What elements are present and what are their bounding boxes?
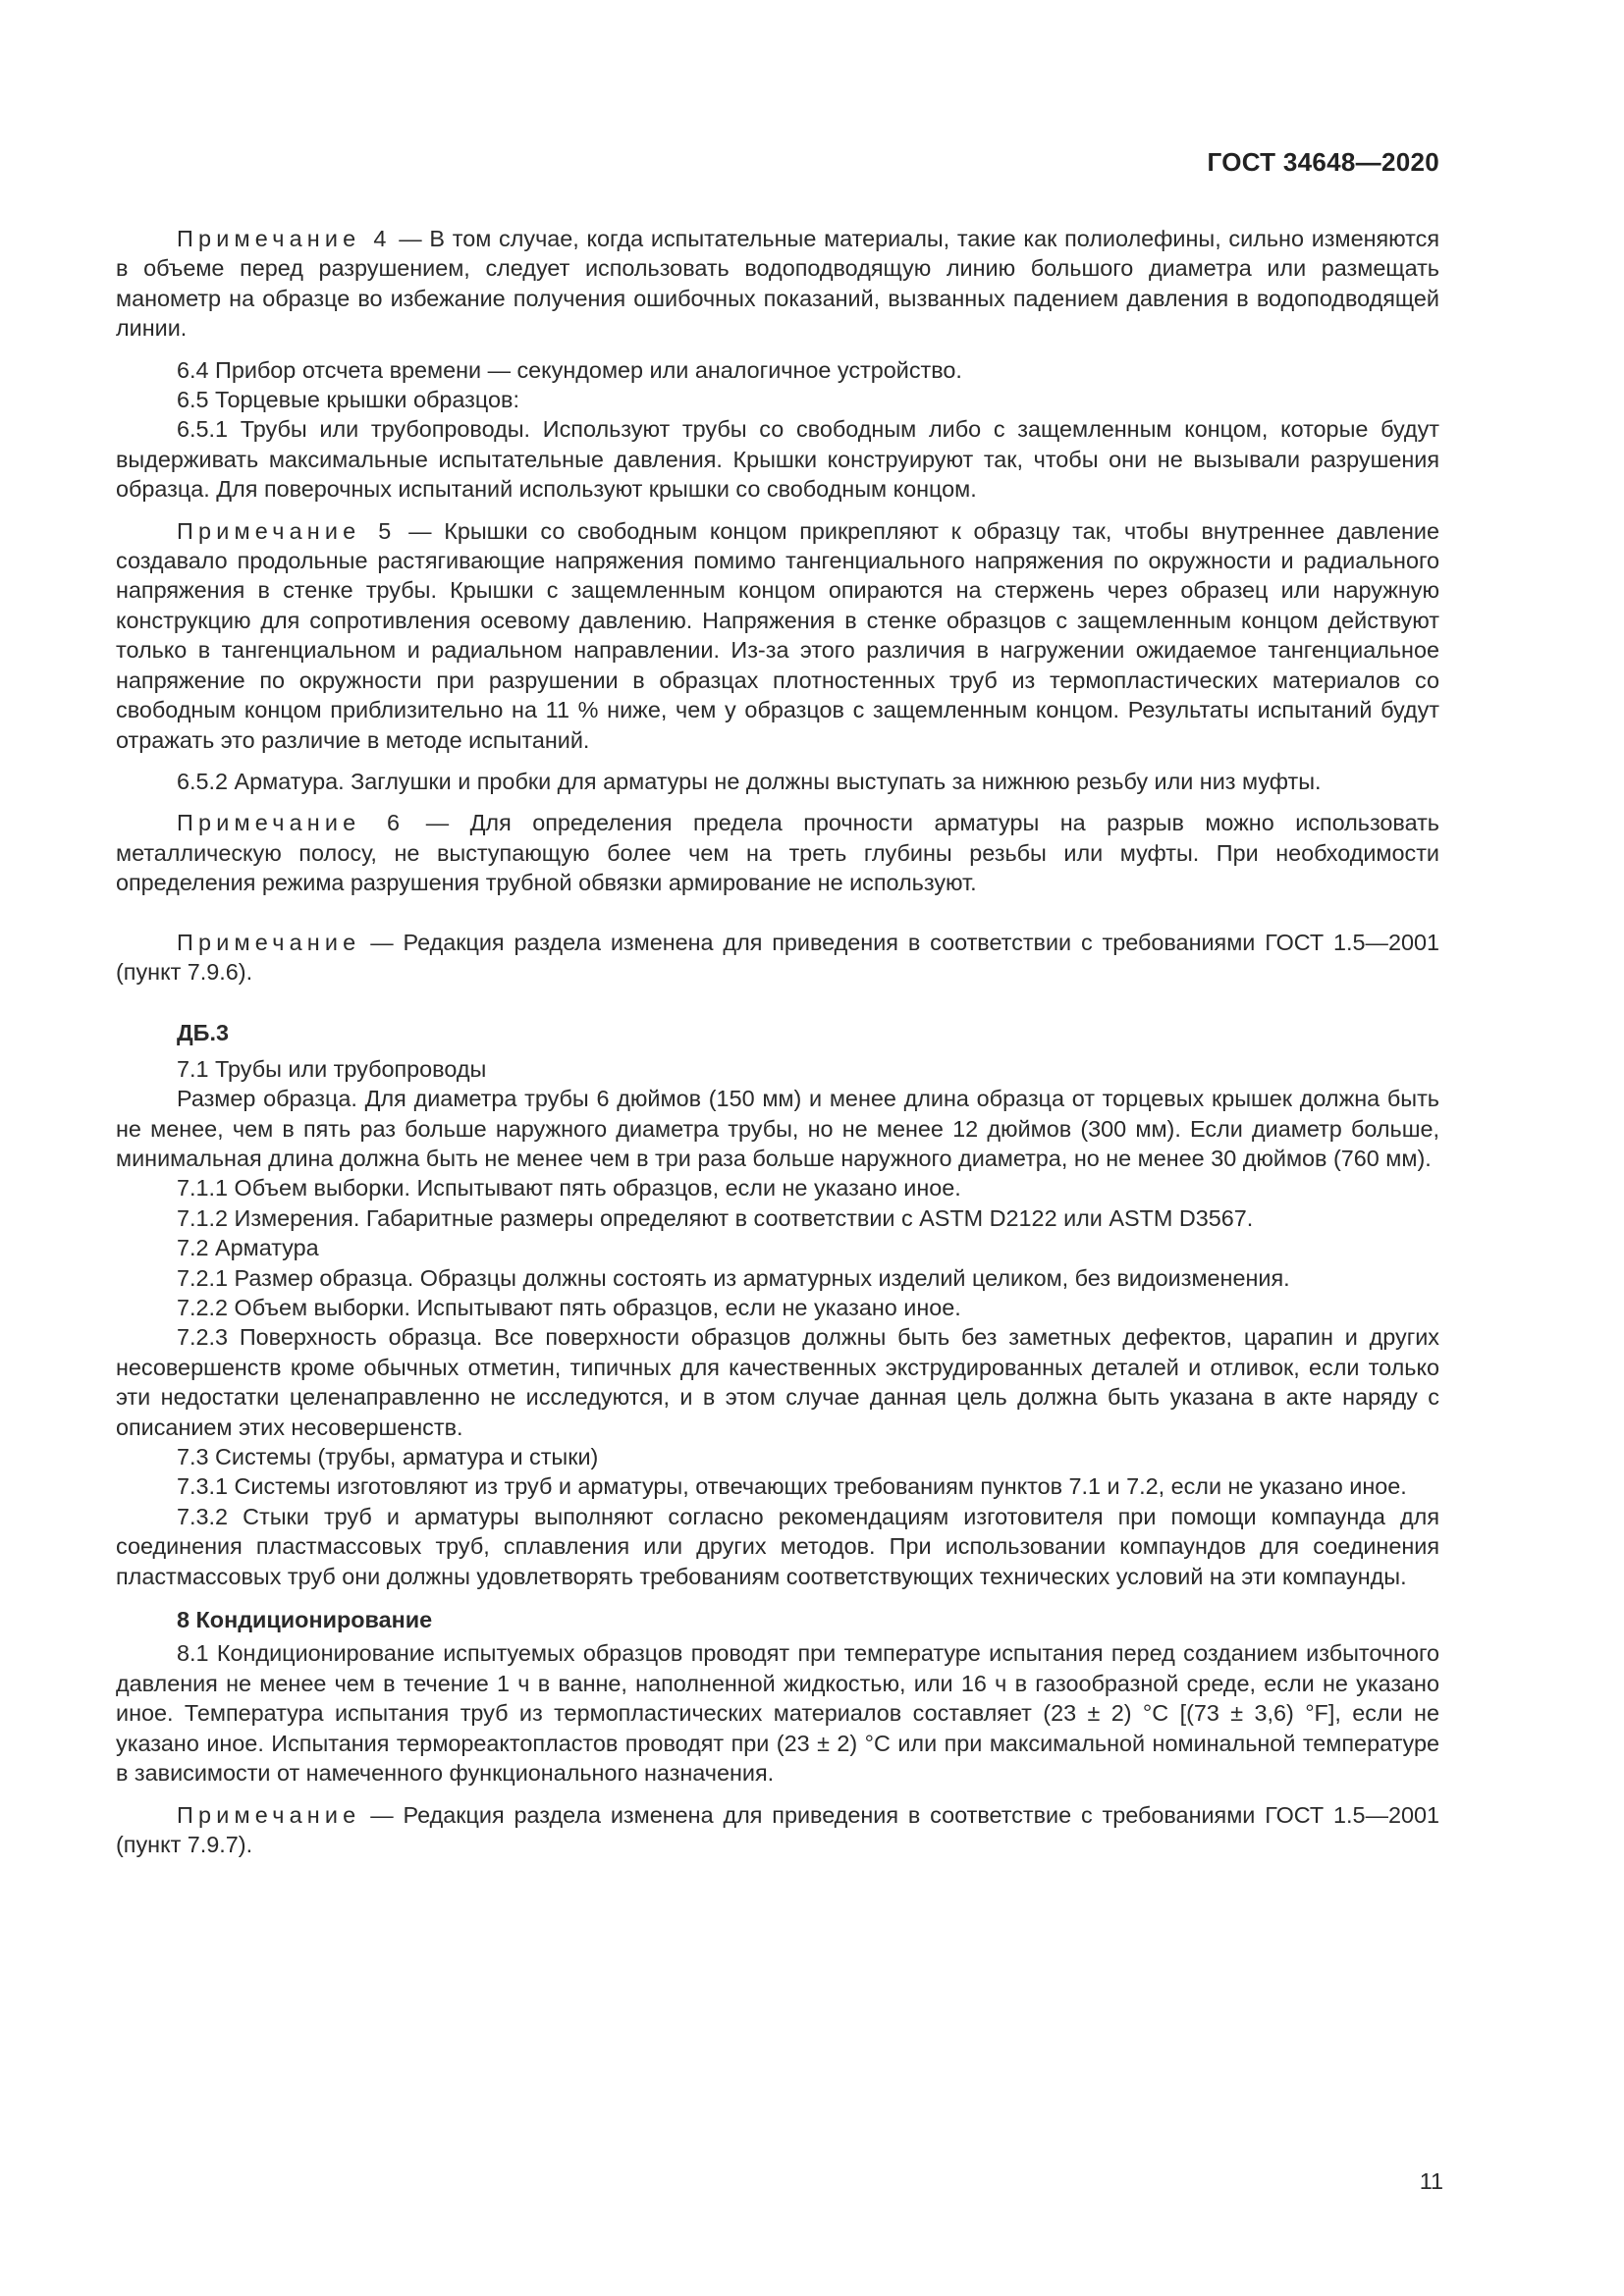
note-text: — Редакция раздела изменена для приведения в соответствие с требованиями ГОСТ 1.5—2001 (пункт 7.9.7). [116, 1801, 1439, 1857]
paragraph-7-2: 7.2 Арматура [177, 1235, 319, 1261]
section-heading-db3: ДБ.3 [177, 1020, 229, 1046]
note-edit-2 [116, 1800, 1439, 1860]
paragraph-7-2-3: 7.2.3 Поверхность образца. Все поверхности образцов должны быть без заметных дефектов, царапин и других несовершенств кроме обычных отметин, типичных для качественных экструдированных деталей и отливок, если только эти недостатки целенаправленно не исследуются, и в этом случае данная цель должна быть указана в акте наряду с описанием этих несовершенств. [116, 1324, 1439, 1440]
paragraph-7-3-1: 7.3.1 Системы изготовляют из труб и арматуры, отвечающих требованиям пунктов 7.1 и 7.2, если не указано иное. [177, 1473, 1407, 1500]
section-heading-8: 8 Кондиционирование [177, 1607, 433, 1633]
paragraph-6-5-1: 6.5.1 Трубы или трубопроводы. Используют трубы со свободным либо с защемленным концом, которые будут выдерживать максимальные испытательные давления. Крышки конструируют так, чтобы они не вызывали разрушения образца. Для поверочных испытаний используют крышки со свободным концом. [116, 416, 1439, 503]
note-label: Примечание 4 [177, 226, 392, 251]
paragraph-7-3: 7.3 Системы (трубы, арматура и стыки) [177, 1444, 599, 1470]
paragraph-7-1-1: 7.1.1 Объем выборки. Испытывают пять образцов, если не указано иное. [177, 1175, 961, 1201]
paragraph-8-1: 8.1 Кондиционирование испытуемых образцов проводят при температуре испытания перед созданием избыточного давления не менее чем в течение 1 ч в ванне, наполненной жидкостью, или 16 ч в газообразной среде, если не указано иное. Температура испытания труб из термопластических материалов составляет (23 ± 2) °C [(73 ± 3,6) °F], если не указано иное. Испытания термореактопластов проводят при (23 ± 2) °C или при максимальной номинальной температуре в зависимости от намеченного функционального назначения. [116, 1640, 1439, 1787]
note-6 [116, 808, 1439, 897]
note-text: — Крышки со свободным концом прикрепляют к образцу так, чтобы внутреннее давление создавало продольные растягивающие напряжения помимо тангенциального напряжения по окружности и радиального напряжения в стенке трубы. Крышки с защемленным концом опираются на стержень через образец или наружную конструкцию для сопротивления осевому давлению. Напряжения в стенке образцов с защемленным концом действуют только в тангенциальном и радиальном направлении. Из-за этого различия в нагружении ожидаемое тангенциальное напряжение по окружности при разрушении в образцах плотностенных труб из термопластических материалов со свободным концом приблизительно на 11 % ниже, чем у образцов с защемленным концом. Результаты испытаний будут отражать это различие в методе испытаний. [116, 517, 1439, 753]
note-label: Примечание [177, 1801, 361, 1828]
paragraph-7-3-2: 7.3.2 Стыки труб и арматуры выполняют согласно рекомендациям изготовителя при помощи компаунда для соединения пластмассовых труб, сплавления или других методов. При использовании компаундов для соединения пластмассовых труб они должны удовлетворять требованиям соответствующих технических условий на эти компаунды. [116, 1503, 1439, 1589]
note-label: Примечание 5 [177, 517, 397, 544]
note-label: Примечание [177, 929, 361, 955]
note-edit-1 [116, 928, 1439, 988]
note-5 [116, 516, 1439, 755]
paragraph-6-5: 6.5 Торцевые крышки образцов: [177, 387, 519, 413]
paragraph-7-1-size: Размер образца. Для диаметра трубы 6 дюймов (150 мм) и менее длина образца от торцевых крышек должна быть не менее, чем в пять раз больше наружного диаметра трубы, но не менее 12 дюймов (300 мм). Если диаметр больше, минимальная длина должна быть не менее чем в три раза больше наружного диаметра, но не менее 30 дюймов (760 мм). [116, 1086, 1439, 1171]
page-number: 11 [1419, 2168, 1443, 2194]
paragraph-7-1-2: 7.1.2 Измерения. Габаритные размеры определяют в соответствии с ASTM D2122 или ASTM D3567. [177, 1204, 1254, 1231]
note-text: — В том случае, когда испытательные материалы, такие как полиолефины, сильно изменяются в объеме перед разрушением, следует использовать водоподводящую линию большого диаметра или размещать манометр на образце во избежание получения ошибочных показаний, вызванных падением давления в водоподводящей линии. [116, 226, 1439, 342]
note-4 [116, 224, 1439, 344]
paragraph-7-2-2: 7.2.2 Объем выборки. Испытывают пять образцов, если не указано иное. [177, 1295, 961, 1320]
paragraph-7-2-1: 7.2.1 Размер образца. Образцы должны состоять из арматурных изделий целиком, без видоизменения. [177, 1264, 1290, 1291]
paragraph-6-5-2: 6.5.2 Арматура. Заглушки и пробки для арматуры не должны выступать за нижнюю резьбу или низ муфты. [177, 768, 1322, 794]
note-text: — Для определения предела прочности арматуры на разрыв можно использовать металлическую полосу, не выступающую более чем на треть глубины резьбы или муфты. При необходимости определения режима разрушения трубной обвязки армирование не используют. [116, 810, 1439, 896]
document-header: ГОСТ 34648—2020 [1207, 147, 1439, 177]
note-label: Примечание 6 [177, 810, 406, 836]
paragraph-6-4: 6.4 Прибор отсчета времени — секундомер или аналогичное устройство. [177, 356, 962, 383]
paragraph-7-1: 7.1 Трубы или трубопроводы [177, 1055, 487, 1082]
note-text: — Редакция раздела изменена для приведения в соответствии с требованиями ГОСТ 1.5—2001 (пункт 7.9.6). [116, 929, 1439, 985]
document-body [116, 224, 1439, 1871]
